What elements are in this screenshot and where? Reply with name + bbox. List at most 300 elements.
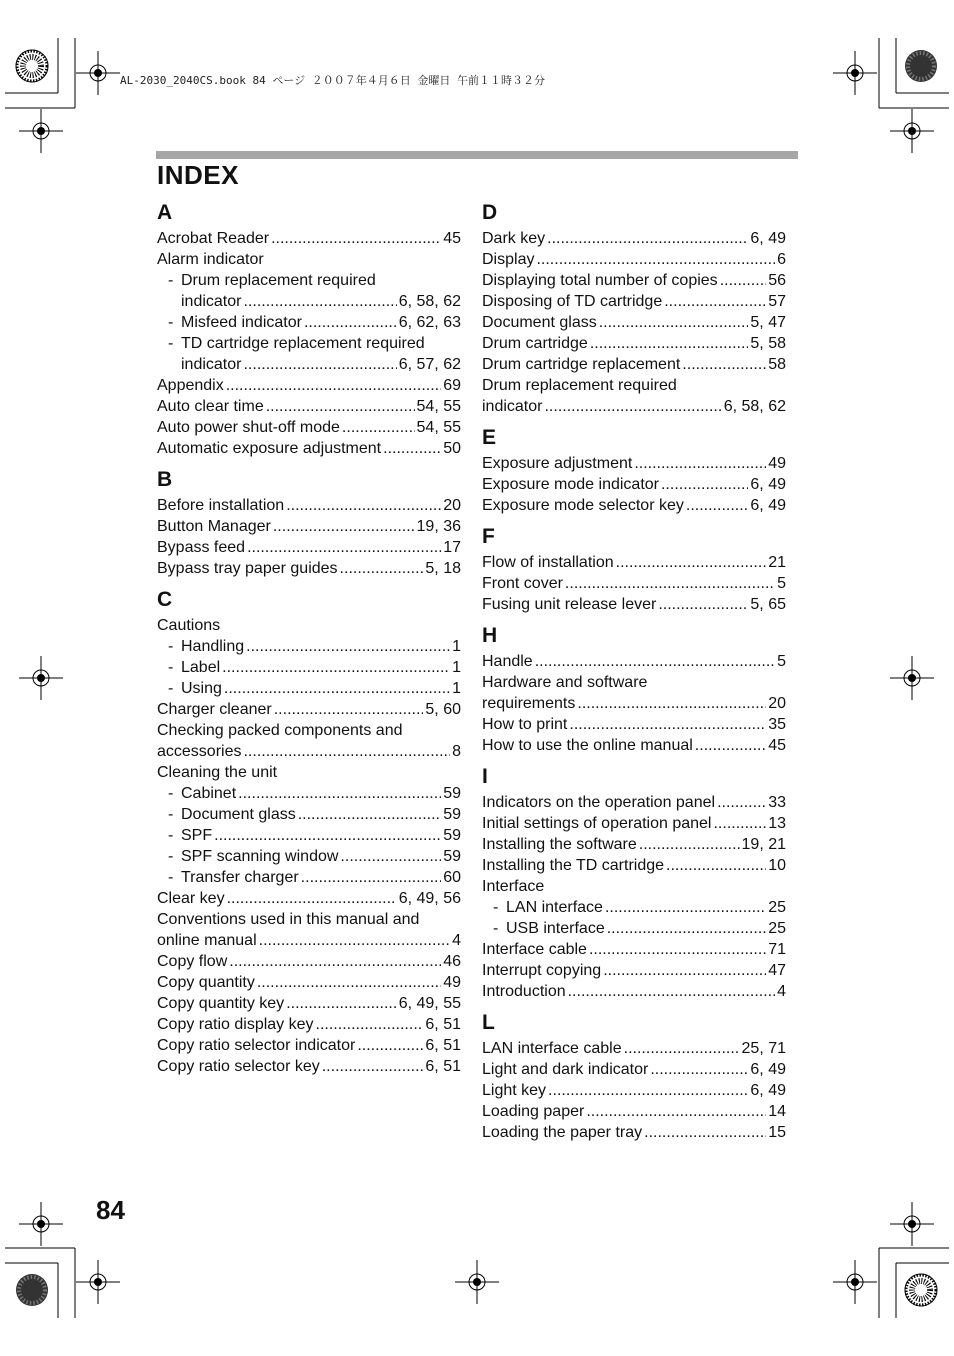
dot-leader [266, 396, 415, 417]
entry-term: Exposure mode indicator [482, 476, 659, 493]
index-section [482, 621, 786, 756]
entry-pages: 54, 55 [416, 398, 461, 415]
index-entry [482, 939, 786, 960]
entry-term: Clear key [157, 890, 225, 907]
entry-pages: 20 [443, 497, 461, 514]
entry-term: Drum cartridge [482, 335, 588, 352]
dot-leader [243, 291, 396, 312]
index-entry [482, 651, 786, 672]
dot-leader [316, 1014, 424, 1035]
dot-leader [243, 741, 450, 762]
entry-pages: 33 [768, 794, 786, 811]
entry-term: TD cartridge replacement required [181, 335, 425, 352]
sub-entry-dash: - [493, 920, 499, 937]
sub-entry-dash: - [168, 806, 174, 823]
entry-pages: 59 [443, 848, 461, 865]
dot-leader [547, 228, 748, 249]
entry-pages: 6, 57, 62 [398, 356, 461, 373]
entry-term: Initial settings of operation panel [482, 815, 712, 832]
dot-leader [568, 981, 775, 1002]
entry-term: Copy ratio selector indicator [157, 1037, 356, 1054]
entry-term: Interface [482, 878, 545, 895]
index-entry [157, 909, 461, 930]
index-entry [157, 312, 461, 333]
index-entry [157, 417, 461, 438]
index-entry [157, 1035, 461, 1056]
entry-pages: 1 [452, 659, 461, 676]
index-entry [482, 960, 786, 981]
entry-term: Fusing unit release lever [482, 596, 657, 613]
entry-term: Copy quantity key [157, 995, 285, 1012]
section-letter: D [482, 201, 498, 224]
dot-leader [590, 333, 749, 354]
index-entry [157, 636, 461, 657]
entry-term: Appendix [157, 377, 224, 394]
sub-entry-dash: - [168, 827, 174, 844]
section-letter: E [482, 426, 497, 449]
entry-term: Disposing of TD cartridge [482, 293, 663, 310]
entry-term: Button Manager [157, 518, 271, 535]
entry-term: Document glass [181, 806, 296, 823]
dot-leader [227, 888, 397, 909]
index-entry [157, 846, 461, 867]
index-entry [157, 291, 461, 312]
index-entry [157, 249, 461, 270]
entry-pages: 6, 49 [750, 1061, 786, 1078]
entry-term: Bypass feed [157, 539, 246, 556]
index-entry [157, 804, 461, 825]
index-entry [482, 813, 786, 834]
index-entry [157, 495, 461, 516]
entry-term: Conventions used in this manual and [157, 911, 420, 928]
index-entry [482, 312, 786, 333]
entry-pages: 6, 49, 56 [398, 890, 461, 907]
index-section [482, 1008, 786, 1143]
entry-term: Interface cable [482, 941, 587, 958]
entry-term: Loading the paper tray [482, 1124, 643, 1141]
dot-leader [607, 918, 766, 939]
entry-term: Light and dark indicator [482, 1061, 649, 1078]
entry-term: Drum replacement required [181, 272, 376, 289]
dot-leader [569, 714, 766, 735]
book-header-text: AL-2030_2040CS.book 84 ページ ２００７年４月６日 金曜日 午前１１時３２分 [120, 74, 545, 87]
dot-leader [286, 495, 441, 516]
index-entry [157, 354, 461, 375]
index-entry [157, 993, 461, 1014]
dot-leader [717, 792, 766, 813]
dot-leader [666, 855, 766, 876]
index-entry [482, 474, 786, 495]
index-entry [157, 516, 461, 537]
entry-term: How to use the online manual [482, 737, 693, 754]
index-entry [157, 657, 461, 678]
index-entry [157, 396, 461, 417]
index-entry [482, 1038, 786, 1059]
dot-leader [259, 930, 450, 951]
entry-term: Auto power shut-off mode [157, 419, 340, 436]
entry-pages: 71 [768, 941, 786, 958]
entry-pages: 57 [768, 293, 786, 310]
dot-leader [682, 354, 766, 375]
entry-term: Using [181, 680, 222, 697]
dot-leader [273, 516, 415, 537]
index-entry [157, 972, 461, 993]
index-entry [482, 792, 786, 813]
entry-pages: 6, 51 [425, 1016, 461, 1033]
entry-term: Alarm indicator [157, 251, 264, 268]
section-letter: B [157, 468, 173, 491]
entry-pages: 1 [452, 680, 461, 697]
index-entry [482, 1122, 786, 1143]
section-letter: C [157, 588, 173, 611]
entry-term: LAN interface [506, 899, 603, 916]
entry-pages: 6 [777, 251, 786, 268]
entry-term: Handling [181, 638, 245, 655]
index-entry [157, 228, 461, 249]
entry-pages: 6, 49, 55 [398, 995, 461, 1012]
entry-term: Cautions [157, 617, 221, 634]
entry-pages: 6, 49 [750, 1082, 786, 1099]
page-number: 84 [96, 1195, 125, 1225]
entry-pages: 20 [768, 695, 786, 712]
index-entry [157, 438, 461, 459]
sub-entry-dash: - [168, 272, 174, 289]
entry-term: Introduction [482, 983, 566, 1000]
dot-leader [713, 813, 766, 834]
entry-pages: 46 [443, 953, 461, 970]
index-section [157, 585, 461, 1077]
dot-leader [695, 735, 766, 756]
dot-leader [589, 939, 766, 960]
entry-term: Hardware and software [482, 674, 648, 691]
sub-entry-dash: - [493, 899, 499, 916]
sub-entry-dash: - [168, 848, 174, 865]
entry-term: Misfeed indicator [181, 314, 302, 331]
index-section [482, 423, 786, 516]
entry-term: Display [482, 251, 535, 268]
index-entry [157, 333, 461, 354]
sub-entry-dash: - [168, 314, 174, 331]
dot-leader [616, 552, 767, 573]
index-section [157, 465, 461, 579]
entry-pages: 6, 49 [750, 497, 786, 514]
entry-pages: 59 [443, 785, 461, 802]
entry-pages: 54, 55 [416, 419, 461, 436]
entry-term: accessories [157, 743, 242, 760]
entry-pages: 13 [768, 815, 786, 832]
entry-pages: 17 [443, 539, 461, 556]
dot-leader [243, 354, 396, 375]
index-entry [482, 270, 786, 291]
entry-pages: 60 [443, 869, 461, 886]
dot-leader [644, 1122, 766, 1143]
entry-term: SPF [181, 827, 213, 844]
index-entry [482, 573, 786, 594]
dot-leader [274, 699, 424, 720]
index-entry [482, 228, 786, 249]
entry-pages: 58 [768, 356, 786, 373]
entry-pages: 25 [768, 899, 786, 916]
dot-leader [247, 537, 441, 558]
dot-leader [599, 312, 749, 333]
index-entry [482, 552, 786, 573]
entry-pages: 4 [452, 932, 461, 949]
entry-term: Displaying total number of copies [482, 272, 718, 289]
entry-pages: 4 [777, 983, 786, 1000]
entry-pages: 1 [452, 638, 461, 655]
index-entry [482, 396, 786, 417]
dot-leader [639, 834, 740, 855]
entry-pages: 19, 36 [416, 518, 461, 535]
index-entry [482, 291, 786, 312]
dot-leader [214, 825, 441, 846]
page-title: INDEX [157, 160, 239, 190]
entry-pages: 6, 58, 62 [723, 398, 786, 415]
index-entry [482, 249, 786, 270]
entry-term: Light key [482, 1082, 547, 1099]
entry-pages: 6, 51 [425, 1058, 461, 1075]
entry-pages: 14 [768, 1103, 786, 1120]
entry-pages: 35 [768, 716, 786, 733]
index-entry [157, 762, 461, 783]
entry-term: Auto clear time [157, 398, 264, 415]
index-entry [157, 741, 461, 762]
entry-term: Copy quantity [157, 974, 255, 991]
dot-leader [605, 897, 766, 918]
entry-term: indicator [482, 398, 543, 415]
entry-term: Exposure mode selector key [482, 497, 684, 514]
entry-pages: 47 [768, 962, 786, 979]
entry-term: Copy flow [157, 953, 228, 970]
index-entry [482, 1059, 786, 1080]
dot-leader [304, 312, 397, 333]
entry-term: Before installation [157, 497, 285, 514]
dot-leader [224, 678, 450, 699]
entry-term: How to print [482, 716, 568, 733]
dot-leader [383, 438, 441, 459]
entry-term: Loading paper [482, 1103, 585, 1120]
dot-leader [340, 846, 441, 867]
dot-leader [301, 867, 442, 888]
entry-term: Checking packed components and [157, 722, 403, 739]
entry-term: Transfer charger [181, 869, 299, 886]
index-entry [157, 678, 461, 699]
entry-term: Front cover [482, 575, 563, 592]
entry-term: Copy ratio selector key [157, 1058, 320, 1075]
index-section [157, 198, 461, 459]
index-entry [157, 270, 461, 291]
sub-entry-dash: - [168, 785, 174, 802]
index-entry [482, 333, 786, 354]
index-section [482, 522, 786, 615]
entry-term: Drum cartridge replacement [482, 356, 681, 373]
dot-leader [298, 804, 441, 825]
entry-term: Flow of installation [482, 554, 614, 571]
entry-pages: 49 [768, 455, 786, 472]
entry-term: Drum replacement required [482, 377, 677, 394]
index-entry [482, 495, 786, 516]
index-entry [482, 897, 786, 918]
index-entry [482, 453, 786, 474]
entry-term: indicator [181, 293, 242, 310]
index-section [482, 762, 786, 1002]
entry-pages: 6, 51 [425, 1037, 461, 1054]
entry-term: Dark key [482, 230, 546, 247]
entry-pages: 5 [777, 653, 786, 670]
entry-term: Acrobat Reader [157, 230, 270, 247]
entry-pages: 5 [777, 575, 786, 592]
dot-leader [586, 1101, 766, 1122]
index-entry [482, 876, 786, 897]
entry-pages: 15 [768, 1124, 786, 1141]
index-column-left [157, 196, 461, 1077]
sub-entry-dash: - [168, 680, 174, 697]
index-section [482, 198, 786, 417]
entry-pages: 45 [443, 230, 461, 247]
entry-pages: 25 [768, 920, 786, 937]
entry-term: USB interface [506, 920, 605, 937]
dot-leader [661, 474, 748, 495]
dot-leader [548, 1080, 748, 1101]
index-entry [157, 720, 461, 741]
entry-term: Exposure adjustment [482, 455, 633, 472]
dot-leader [271, 228, 441, 249]
entry-term: Copy ratio display key [157, 1016, 314, 1033]
entry-pages: 21 [768, 554, 786, 571]
dot-leader [565, 573, 775, 594]
entry-pages: 5, 18 [425, 560, 461, 577]
entry-term: Bypass tray paper guides [157, 560, 338, 577]
entry-pages: 6, 62, 63 [398, 314, 461, 331]
index-entry [157, 825, 461, 846]
index-entry [482, 918, 786, 939]
index-entry [157, 867, 461, 888]
dot-leader [535, 651, 775, 672]
entry-pages: 8 [452, 743, 461, 760]
entry-pages: 5, 60 [425, 701, 461, 718]
entry-pages: 45 [768, 737, 786, 754]
entry-pages: 56 [768, 272, 786, 289]
index-entry [482, 855, 786, 876]
entry-term: Installing the TD cartridge [482, 857, 665, 874]
dot-leader [624, 1038, 740, 1059]
dot-leader [658, 594, 748, 615]
dot-leader [650, 1059, 748, 1080]
entry-pages: 6, 49 [750, 476, 786, 493]
dot-leader [342, 417, 415, 438]
section-letter: H [482, 624, 498, 647]
index-entry [482, 1101, 786, 1122]
dot-leader [322, 1056, 424, 1077]
entry-term: online manual [157, 932, 257, 949]
entry-term: Installing the software [482, 836, 637, 853]
dot-leader [357, 1035, 423, 1056]
index-entry [482, 354, 786, 375]
index-entry [157, 930, 461, 951]
entry-term: SPF scanning window [181, 848, 339, 865]
dot-leader [577, 693, 766, 714]
dot-leader [603, 960, 766, 981]
dot-leader [340, 558, 424, 579]
entry-pages: 69 [443, 377, 461, 394]
index-entry [482, 714, 786, 735]
entry-pages: 6, 49 [750, 230, 786, 247]
entry-pages: 59 [443, 827, 461, 844]
index-entry [482, 834, 786, 855]
dot-leader [536, 249, 775, 270]
entry-term: Handle [482, 653, 533, 670]
index-entry [482, 735, 786, 756]
entry-term: Indicators on the operation panel [482, 794, 716, 811]
dot-leader [246, 636, 450, 657]
index-entry [157, 1014, 461, 1035]
entry-pages: 5, 47 [750, 314, 786, 331]
dot-leader [229, 951, 441, 972]
index-entry [157, 699, 461, 720]
entry-term: indicator [181, 356, 242, 373]
entry-term: Cleaning the unit [157, 764, 278, 781]
entry-pages: 5, 58 [750, 335, 786, 352]
sub-entry-dash: - [168, 335, 174, 352]
entry-pages: 5, 65 [750, 596, 786, 613]
dot-leader [686, 495, 749, 516]
index-entry [157, 537, 461, 558]
entry-pages: 49 [443, 974, 461, 991]
entry-term: Automatic exposure adjustment [157, 440, 382, 457]
index-entry [482, 672, 786, 693]
dot-leader [238, 783, 441, 804]
dot-leader [286, 993, 397, 1014]
dot-leader [634, 453, 766, 474]
section-letter: I [482, 765, 488, 788]
index-entry [482, 594, 786, 615]
sub-entry-dash: - [168, 638, 174, 655]
entry-term: Interrupt copying [482, 962, 602, 979]
index-entry [157, 615, 461, 636]
dot-leader [664, 291, 766, 312]
index-entry [482, 375, 786, 396]
dot-leader [222, 657, 450, 678]
title-rule [156, 151, 798, 159]
dot-leader [544, 396, 721, 417]
entry-term: Document glass [482, 314, 597, 331]
index-entry [157, 888, 461, 909]
section-letter: A [157, 201, 173, 224]
section-letter: F [482, 525, 495, 548]
entry-pages: 6, 58, 62 [398, 293, 461, 310]
dot-leader [257, 972, 441, 993]
entry-term: Charger cleaner [157, 701, 272, 718]
index-entry [157, 783, 461, 804]
entry-pages: 50 [443, 440, 461, 457]
sub-entry-dash: - [168, 659, 174, 676]
index-entry [157, 1056, 461, 1077]
index-entry [482, 693, 786, 714]
index-entry [157, 951, 461, 972]
entry-term: LAN interface cable [482, 1040, 622, 1057]
index-entry [157, 375, 461, 396]
entry-pages: 19, 21 [741, 836, 786, 853]
entry-pages: 59 [443, 806, 461, 823]
entry-term: requirements [482, 695, 576, 712]
index-column-right [482, 196, 786, 1143]
index-entry [157, 558, 461, 579]
entry-pages: 10 [768, 857, 786, 874]
entry-term: Label [181, 659, 221, 676]
entry-term: Cabinet [181, 785, 237, 802]
index-entry [482, 981, 786, 1002]
sub-entry-dash: - [168, 869, 174, 886]
